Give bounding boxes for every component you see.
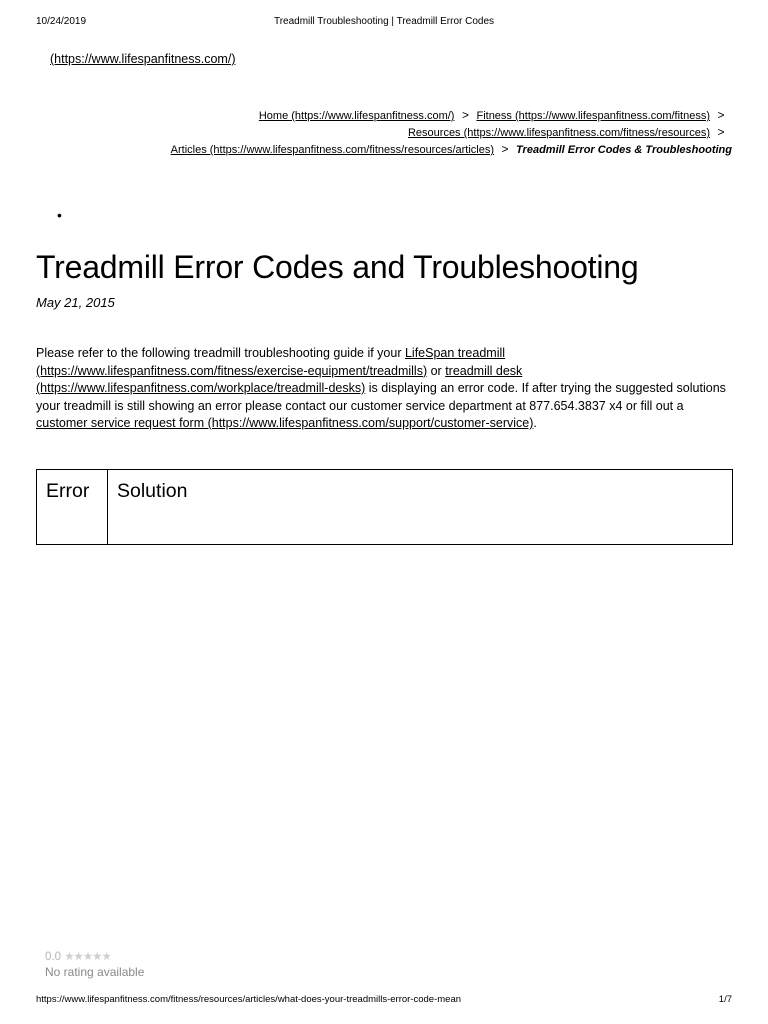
table-header-row [37,470,733,545]
breadcrumb-current: Treadmill Error Codes & Troubleshooting [516,144,732,156]
chevron-right-icon: > [717,108,725,122]
chevron-right-icon: > [461,108,469,122]
rating-score: 0.0 [45,951,61,963]
rating-label: No rating available [45,965,145,979]
treadmill-url-link[interactable]: (https://www.lifespanfitness.com/fitness/exercise-equipment/treadmills) [36,363,428,378]
intro-text-1: Please refer to the following treadmill troubleshooting guide if your [36,346,405,360]
chevron-right-icon: > [501,142,509,156]
table-header-solution: Solution [108,470,733,545]
rating-widget [45,950,144,980]
post-date: May 21, 2015 [36,295,115,310]
intro-paragraph [36,345,736,433]
breadcrumb-item-fitness[interactable]: Fitness (https://www.lifespanfitness.com/fitness) [476,110,710,122]
chevron-right-icon: > [717,125,725,139]
breadcrumb-line-3 [171,141,732,158]
breadcrumb-item-articles[interactable]: Articles (https://www.lifespanfitness.com/fitness/resources/articles) [170,144,495,156]
print-header [36,16,732,30]
print-page-number: 1/7 [718,994,732,1005]
intro-text-3: is displaying an error code. If after trying the suggested solutions your treadmill is still showing an error please contact our customer service department at 877.654.3837 x4 or fill out a [36,381,726,413]
page-title: Treadmill Error Codes and Troubleshooting [36,249,639,285]
breadcrumb-item-home[interactable]: Home (https://www.lifespanfitness.com/) [258,110,455,122]
error-codes-table [36,469,733,545]
table-header-error: Error [37,470,108,545]
breadcrumb [171,107,732,158]
logo-link-text[interactable]: (https://www.lifespanfitness.com/) [50,52,236,66]
breadcrumb-line-2 [171,124,732,141]
breadcrumb-item-resources[interactable]: Resources (https://www.lifespanfitness.com/fitness/resources) [407,127,710,139]
intro-text-4: . [533,416,537,430]
treadmill-desk-link[interactable]: treadmill desk [445,363,523,378]
print-page-title: Treadmill Troubleshooting | Treadmill Error Codes [273,16,495,27]
customer-service-form-link[interactable]: customer service request form [36,416,205,430]
list-bullet: • [57,207,62,223]
breadcrumb-line-1 [171,107,732,124]
print-date: 10/24/2019 [36,16,87,27]
star-rating-icon[interactable]: ★★★★★ [64,951,111,963]
lifespan-treadmill-link[interactable]: LifeSpan treadmill [404,346,506,360]
intro-text-2: or [427,363,446,378]
treadmill-desk-url-link[interactable]: (https://www.lifespanfitness.com/workplace/treadmill-desks) [36,381,366,395]
logo-link[interactable] [50,52,235,66]
print-footer-url: https://www.lifespanfitness.com/fitness/resources/articles/what-does-your-treadmills-error-code-mean [36,994,462,1005]
customer-service-url-link[interactable]: (https://www.lifespanfitness.com/support/customer-service) [204,416,534,430]
rating-score-row [45,950,144,965]
